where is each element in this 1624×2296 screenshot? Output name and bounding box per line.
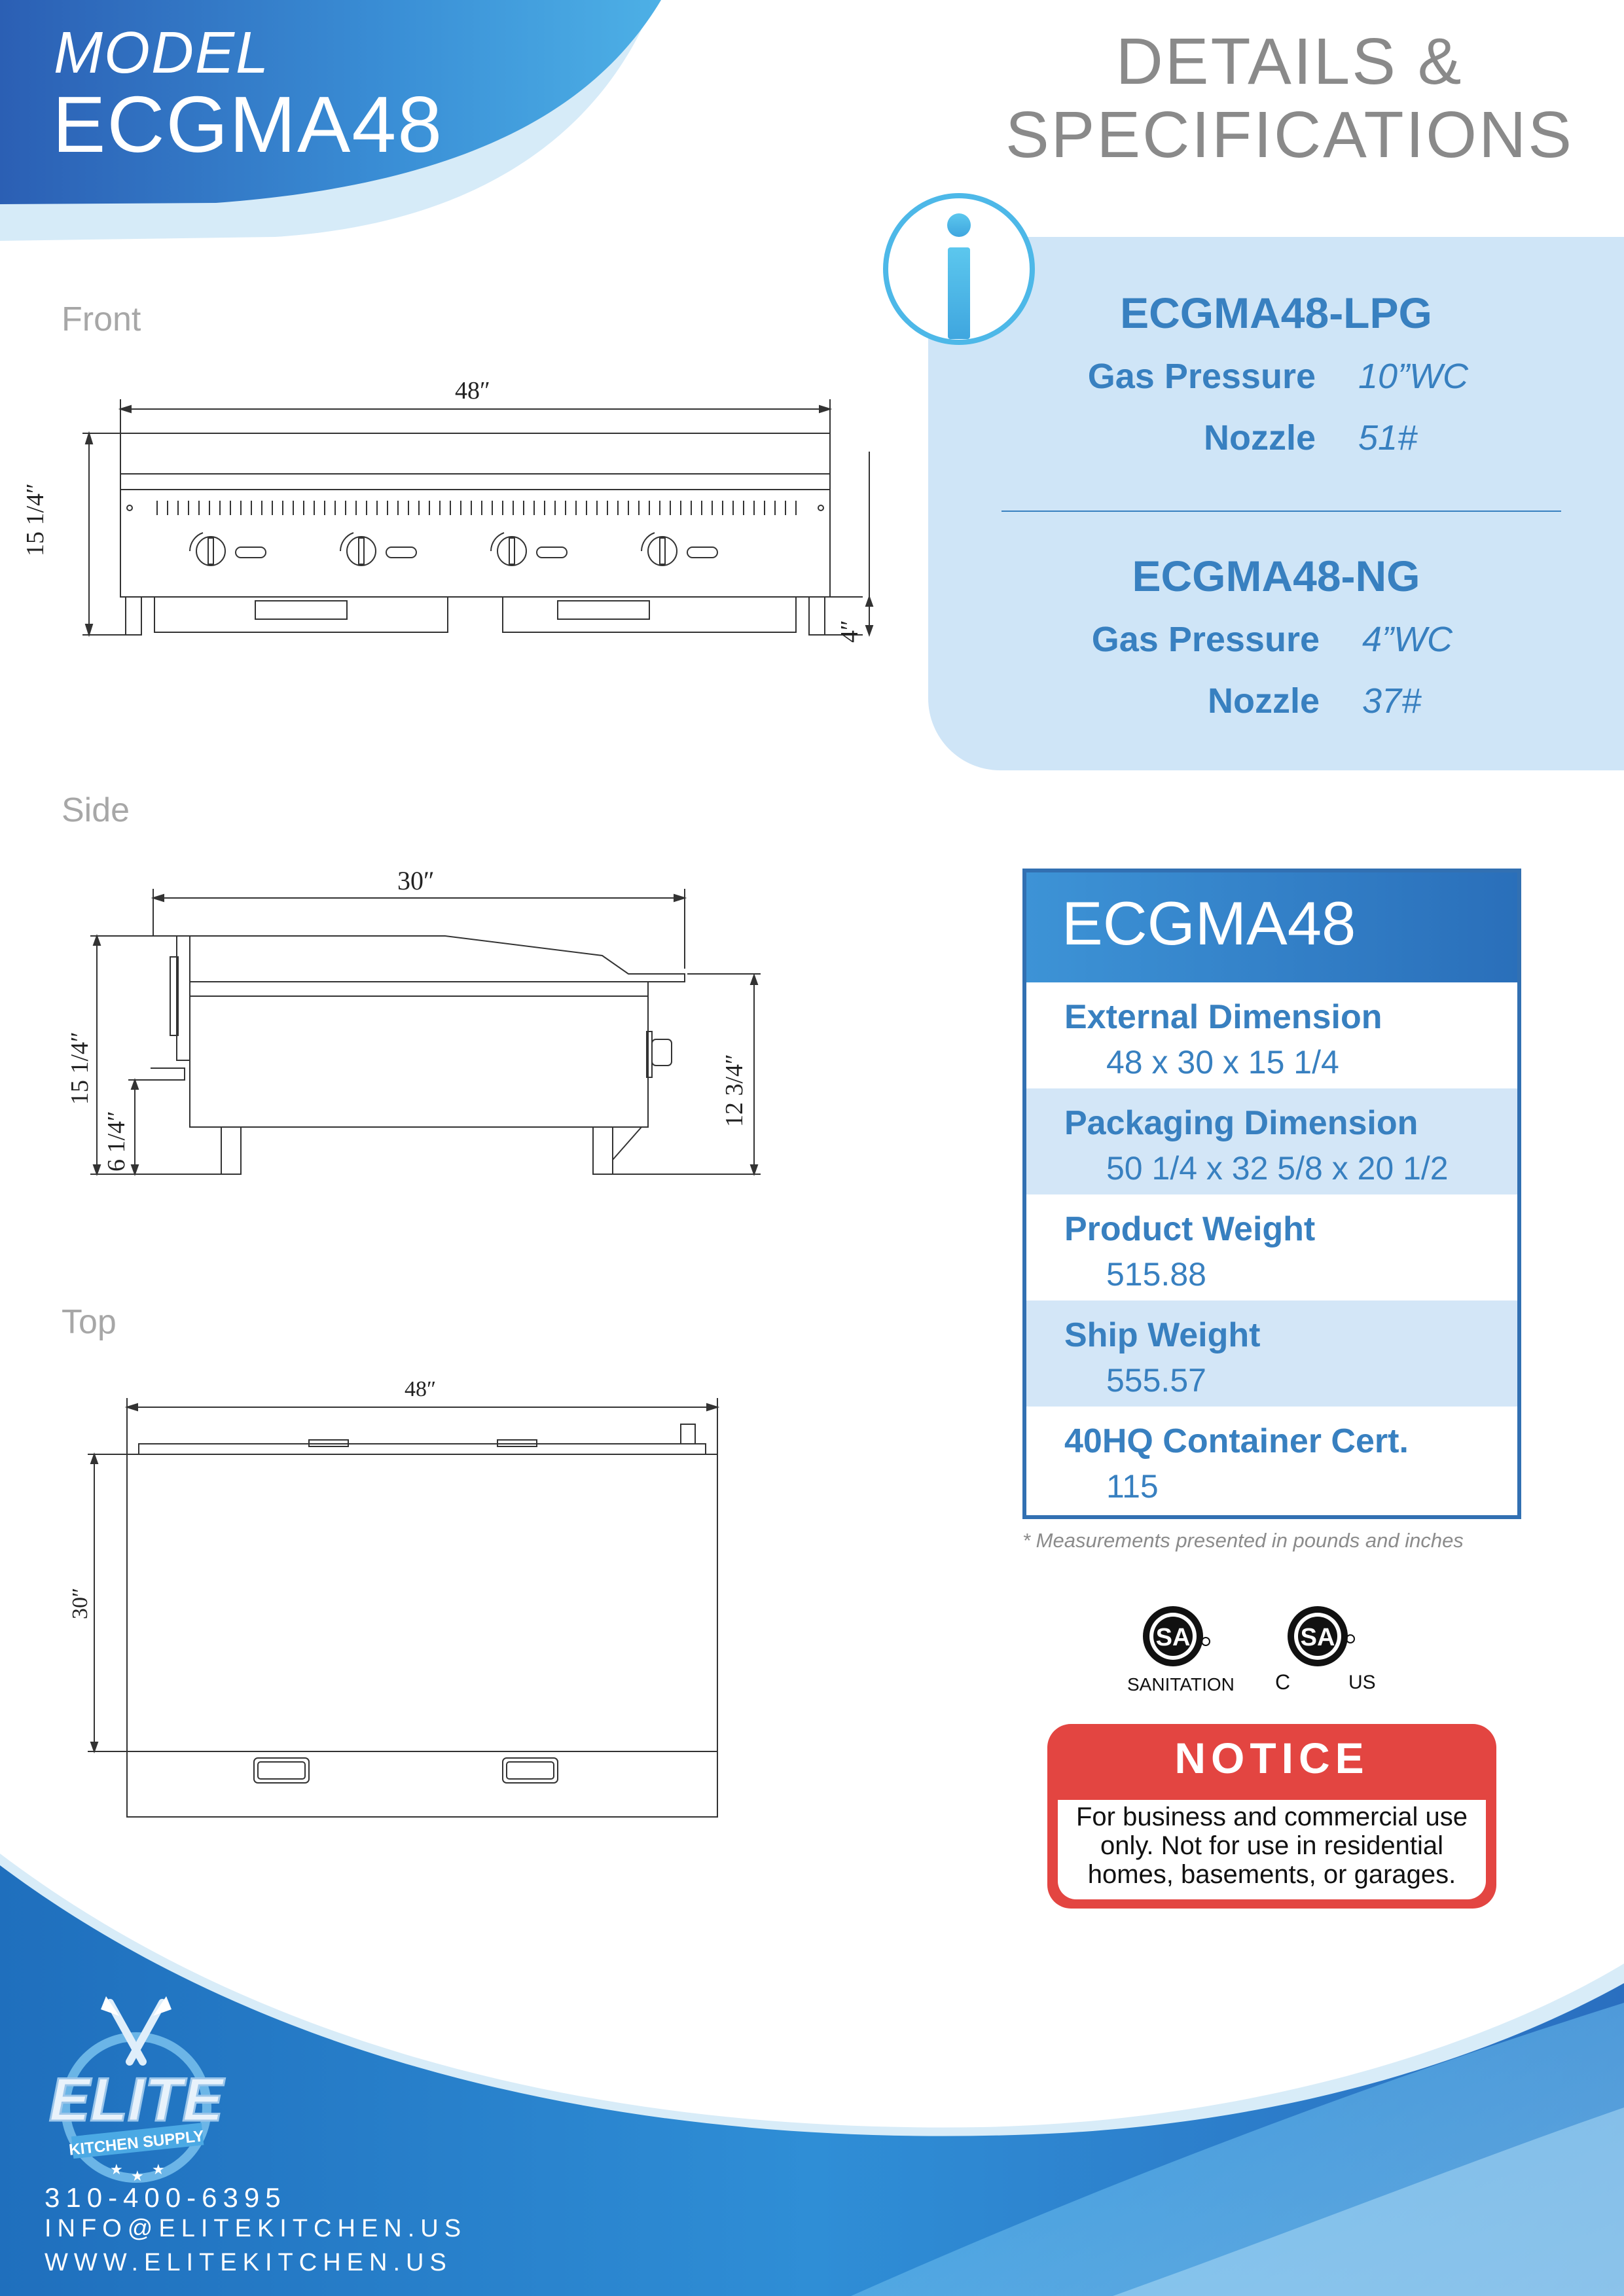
footer-phone[interactable]: 310-400-6395 <box>45 2182 287 2213</box>
front-width-dim: 48″ <box>455 377 490 404</box>
ng-nozzle-value: 37# <box>1362 681 1422 721</box>
page-title-line-1: DETAILS & <box>1115 25 1464 98</box>
container-cert-value: 115 <box>1106 1468 1159 1505</box>
front-height-dim: 15 1/4″ <box>22 483 49 556</box>
csa-us-logo-icon <box>1280 1602 1358 1674</box>
top-view-label: Top <box>62 1303 117 1341</box>
product-weight-label: Product Weight <box>1064 1210 1316 1248</box>
elite-logo-sub: KITCHEN SUPPLY <box>68 2127 205 2159</box>
ship-weight-label: Ship Weight <box>1064 1316 1261 1354</box>
external-dimension-label: External Dimension <box>1064 998 1382 1036</box>
footer-email[interactable]: INFO@ELITEKITCHEN.US <box>45 2215 467 2242</box>
us-mark: US <box>1348 1672 1376 1693</box>
sanitation-caption: SANITATION <box>1127 1674 1235 1695</box>
csa-logo-text: SA <box>1155 1624 1191 1651</box>
notice-line-3: homes, basements, or garages. <box>1087 1860 1456 1889</box>
ng-pressure-label: Gas Pressure <box>1091 620 1320 659</box>
ng-pressure-value: 4”WC <box>1362 620 1453 659</box>
dimensions-box-title: ECGMA48 <box>1062 889 1356 958</box>
lpg-pressure-label: Gas Pressure <box>1087 357 1316 396</box>
measurement-footnote: * Measurements presented in pounds and inches <box>1022 1529 1464 1552</box>
side-view-drawing <box>65 864 785 1191</box>
side-low-dim: 6 1/4″ <box>103 1111 130 1172</box>
packaging-dimension-label: Packaging Dimension <box>1064 1104 1418 1142</box>
csa-us-logo-text: SA <box>1300 1624 1335 1651</box>
svg-text:★: ★ <box>131 2168 144 2184</box>
front-view-drawing <box>39 367 890 668</box>
side-mid-dim: 12 3/4″ <box>721 1054 748 1127</box>
notice-line-2: only. Not for use in residential <box>1100 1831 1443 1860</box>
front-leg-dim: 4″ <box>836 620 863 643</box>
svg-text:★: ★ <box>152 2161 165 2178</box>
side-view-label: Side <box>62 791 130 829</box>
external-dimension-value: 48 x 30 x 15 1/4 <box>1106 1044 1339 1081</box>
c-mark: C <box>1275 1670 1291 1694</box>
packaging-dimension-value: 50 1/4 x 32 5/8 x 20 1/2 <box>1106 1150 1449 1187</box>
top-depth-dim: 30″ <box>68 1587 92 1619</box>
notice-title: NOTICE <box>1174 1734 1369 1782</box>
ng-nozzle-label: Nozzle <box>1207 681 1320 721</box>
footer-website[interactable]: WWW.ELITEKITCHEN.US <box>45 2249 452 2276</box>
model-label: MODEL <box>54 20 270 86</box>
model-name: ECGMA48 <box>52 80 444 169</box>
product-weight-value: 515.88 <box>1106 1256 1206 1293</box>
elite-logo-brand: ELITE <box>48 2065 224 2134</box>
notice-text <box>1058 1803 1486 1889</box>
lpg-pressure-value: 10”WC <box>1358 357 1469 396</box>
side-depth-dim: 30″ <box>397 866 435 895</box>
page-title <box>929 25 1624 171</box>
front-view-label: Front <box>62 300 141 338</box>
notice-line-1: For business and commercial use <box>1075 1803 1468 1831</box>
svg-text:★: ★ <box>110 2161 123 2178</box>
variant-divider <box>1001 511 1561 512</box>
lpg-nozzle-value: 51# <box>1358 418 1418 457</box>
csa-sanitation-logo-icon <box>1139 1602 1211 1674</box>
elite-logo-icon <box>38 1990 247 2186</box>
lpg-nozzle-label: Nozzle <box>1203 418 1316 457</box>
variant-title-ng: ECGMA48-NG <box>1132 552 1420 600</box>
container-cert-label: 40HQ Container Cert. <box>1064 1422 1409 1460</box>
top-view-drawing <box>65 1374 740 1846</box>
top-width-dim: 48″ <box>405 1377 437 1401</box>
side-height-dim: 15 1/4″ <box>66 1031 94 1105</box>
variant-title-lpg: ECGMA48-LPG <box>1120 289 1432 337</box>
page-title-line-2: SPECIFICATIONS <box>1005 98 1574 171</box>
ship-weight-value: 555.57 <box>1106 1362 1206 1399</box>
